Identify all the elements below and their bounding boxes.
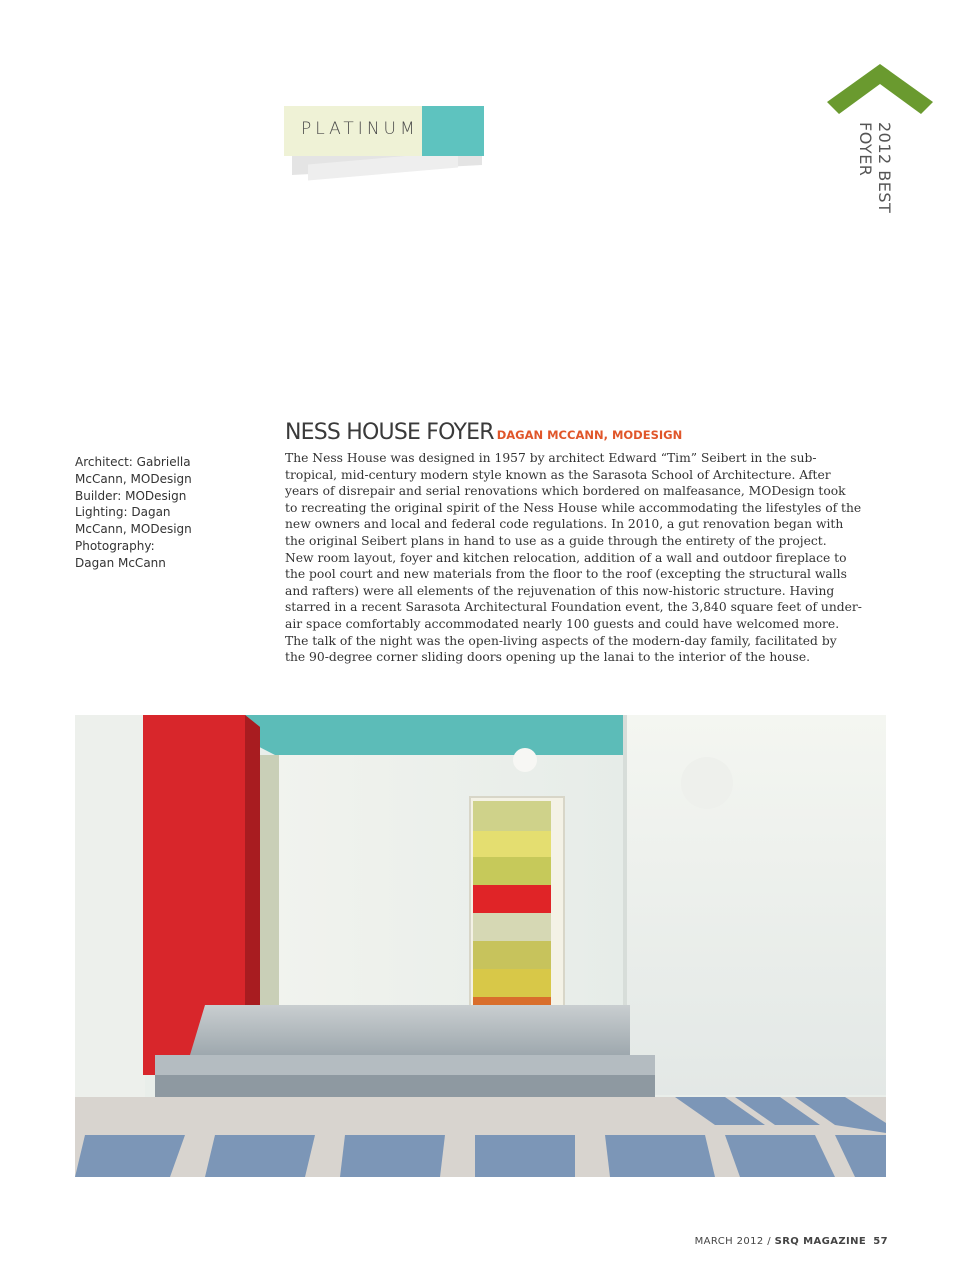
body-line: the pool court and new materials from the floor to the roof (excepting the structural walls — [285, 567, 847, 582]
foyer-illustration — [75, 715, 886, 1177]
credit-line: Lighting: Dagan — [75, 505, 171, 520]
credit-line: Dagan McCann — [75, 555, 166, 570]
credit-line: McCann, MODesign — [75, 522, 192, 537]
page-number: 57 — [873, 1236, 888, 1247]
badge-accent — [422, 106, 484, 156]
section-title: 2012 BEST FOYER — [856, 122, 894, 214]
credit-line: Photography: — [75, 538, 155, 553]
body-line: and rafters) were all elements of the rejuvenation of this now-historic structure. Having — [285, 583, 835, 598]
body-line: starred in a recent Sarasota Architectural Foundation event, the 3,840 square feet of under- — [285, 600, 862, 615]
award-badge — [284, 106, 488, 186]
article-credit: DAGAN MCCANN, MODESIGN — [496, 428, 683, 442]
badge-label: PLATINUM — [301, 119, 419, 139]
article-headline — [285, 420, 682, 445]
article-title: NESS HOUSE FOYER — [285, 420, 494, 445]
chevron-up-icon — [827, 64, 933, 116]
credit-line: McCann, MODesign — [75, 471, 192, 486]
credit-line: Builder: MODesign — [75, 488, 187, 503]
body-line: new owners and local and federal code regulations. In 2010, a gut renovation began with — [285, 517, 844, 532]
body-line: The talk of the night was the open-living aspects of the modern-day family, facilitated by — [285, 633, 837, 648]
project-credits — [75, 454, 225, 572]
body-line: air space comfortably accommodated nearly 100 guests and could have welcomed more. — [285, 616, 840, 631]
body-line: the original Seibert plans in hand to use as a guide through the entirety of the project. — [285, 533, 827, 548]
body-line: the 90-degree corner sliding doors opening up the lanai to the interior of the house. — [285, 650, 811, 665]
body-line: years of disrepair and serial renovations which bordered on malfeasance, MODesign took — [285, 484, 846, 499]
page-footer — [695, 1236, 888, 1247]
body-line: New room layout, foyer and kitchen relocation, addition of a wall and outdoor fireplace to — [285, 550, 847, 565]
body-line: The Ness House was designed in 1957 by architect Edward “Tim” Seibert in the sub- — [285, 451, 817, 465]
article-body — [285, 450, 895, 666]
footer-issue: MARCH 2012 / — [694, 1236, 775, 1247]
body-line: to recreating the original spirit of the Ness House while accommodating the lifestyles of the — [285, 500, 862, 515]
credit-line: Architect: Gabriella — [75, 455, 191, 469]
body-line: tropical, mid-century modern style known as the Sarasota School of Architecture. After — [285, 467, 831, 482]
foyer-photo — [75, 715, 886, 1177]
footer-magazine: SRQ MAGAZINE — [774, 1236, 867, 1247]
